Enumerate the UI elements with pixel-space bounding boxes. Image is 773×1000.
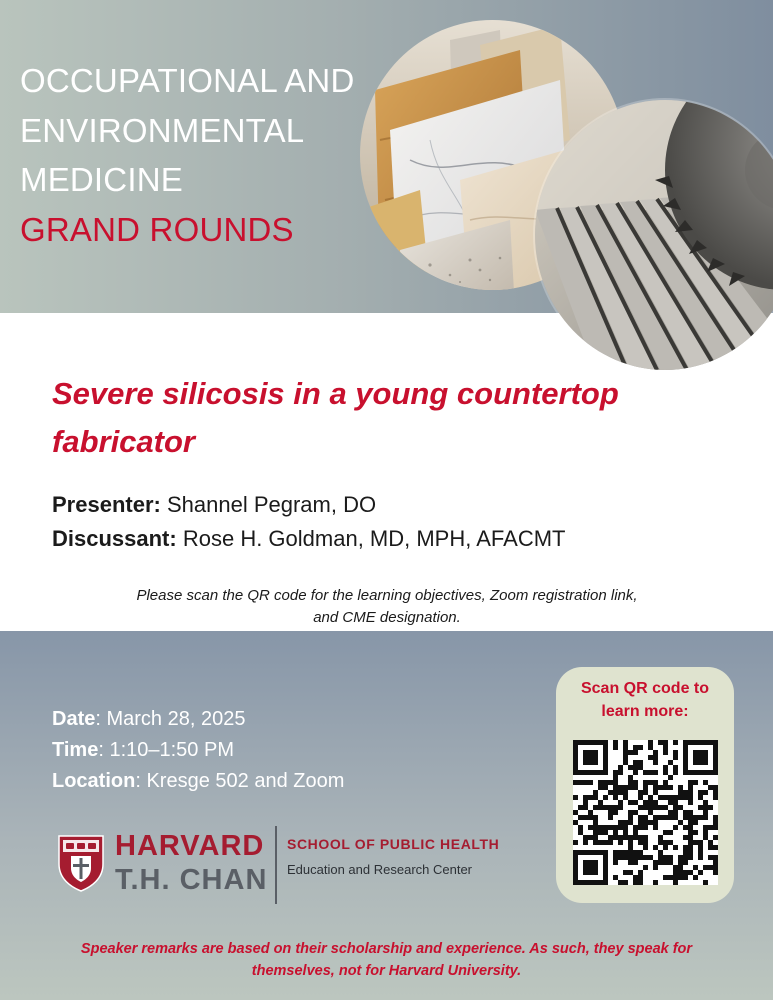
discussant-label: Discussant: bbox=[52, 526, 177, 552]
location-label: Location bbox=[52, 770, 136, 792]
logo-divider bbox=[275, 826, 277, 904]
harvard-shield-icon bbox=[57, 834, 105, 892]
disclaimer-line-1: Speaker remarks are based on their scholarship and experience. As such, they speak for bbox=[80, 941, 693, 957]
time-label: Time bbox=[52, 739, 99, 761]
presenter-row bbox=[52, 488, 565, 522]
title-line-2: ENVIRONMENTAL bbox=[20, 111, 305, 149]
title-line-3: MEDICINE bbox=[20, 161, 183, 198]
time-row: Time: 1:10–1:50 PM bbox=[52, 739, 234, 761]
scan-note-line-1: Please scan the QR code for the learning objectives, Zoom registration link, bbox=[136, 587, 638, 604]
scan-note-line-2: and CME designation. bbox=[313, 608, 461, 626]
presenter-label: Presenter: bbox=[52, 492, 161, 517]
qr-heading bbox=[556, 677, 734, 723]
location-value: Kresge 502 and Zoom bbox=[146, 770, 345, 792]
qr-finder-pattern bbox=[693, 750, 708, 765]
series-name: GRAND ROUNDS bbox=[20, 210, 294, 248]
qr-code[interactable] bbox=[573, 740, 718, 885]
date-value: March 28, 2025 bbox=[106, 708, 246, 730]
school-name: SCHOOL OF PUBLIC HEALTH bbox=[287, 836, 500, 852]
location-row: Location: Kresge 502 and Zoom bbox=[52, 770, 345, 792]
title-line-1: OCCUPATIONAL AND bbox=[20, 62, 355, 99]
date-row: Date: March 28, 2025 bbox=[52, 708, 246, 730]
qr-heading-line-2: learn more: bbox=[601, 703, 689, 721]
time-value: 1:10–1:50 PM bbox=[109, 739, 234, 761]
event-details bbox=[52, 704, 344, 797]
program-title bbox=[20, 56, 354, 254]
harvard-wordmark: HARVARD bbox=[115, 830, 265, 862]
disclaimer bbox=[30, 938, 743, 983]
talk-title: Severe silicosis in a young countertop fabricator bbox=[52, 376, 619, 460]
qr-finder-pattern bbox=[583, 860, 598, 875]
discussant-name: Rose H. Goldman, MD, MPH, AFACMT bbox=[182, 526, 566, 552]
discussant-row bbox=[52, 522, 565, 556]
center-name: Education and Research Center bbox=[287, 862, 473, 877]
qr-card bbox=[556, 667, 734, 903]
qr-heading-line-1: Scan QR code to bbox=[580, 680, 710, 697]
harvard-chan-logo bbox=[57, 830, 527, 905]
qr-finder-pattern bbox=[583, 750, 598, 765]
th-chan-wordmark: T.H. CHAN bbox=[115, 864, 268, 896]
speakers bbox=[52, 488, 565, 556]
presenter-name: Shannel Pegram, DO bbox=[166, 492, 377, 517]
disclaimer-line-2: themselves, not for Harvard University. bbox=[251, 963, 522, 980]
scan-note bbox=[70, 585, 704, 629]
date-label: Date bbox=[52, 708, 96, 730]
